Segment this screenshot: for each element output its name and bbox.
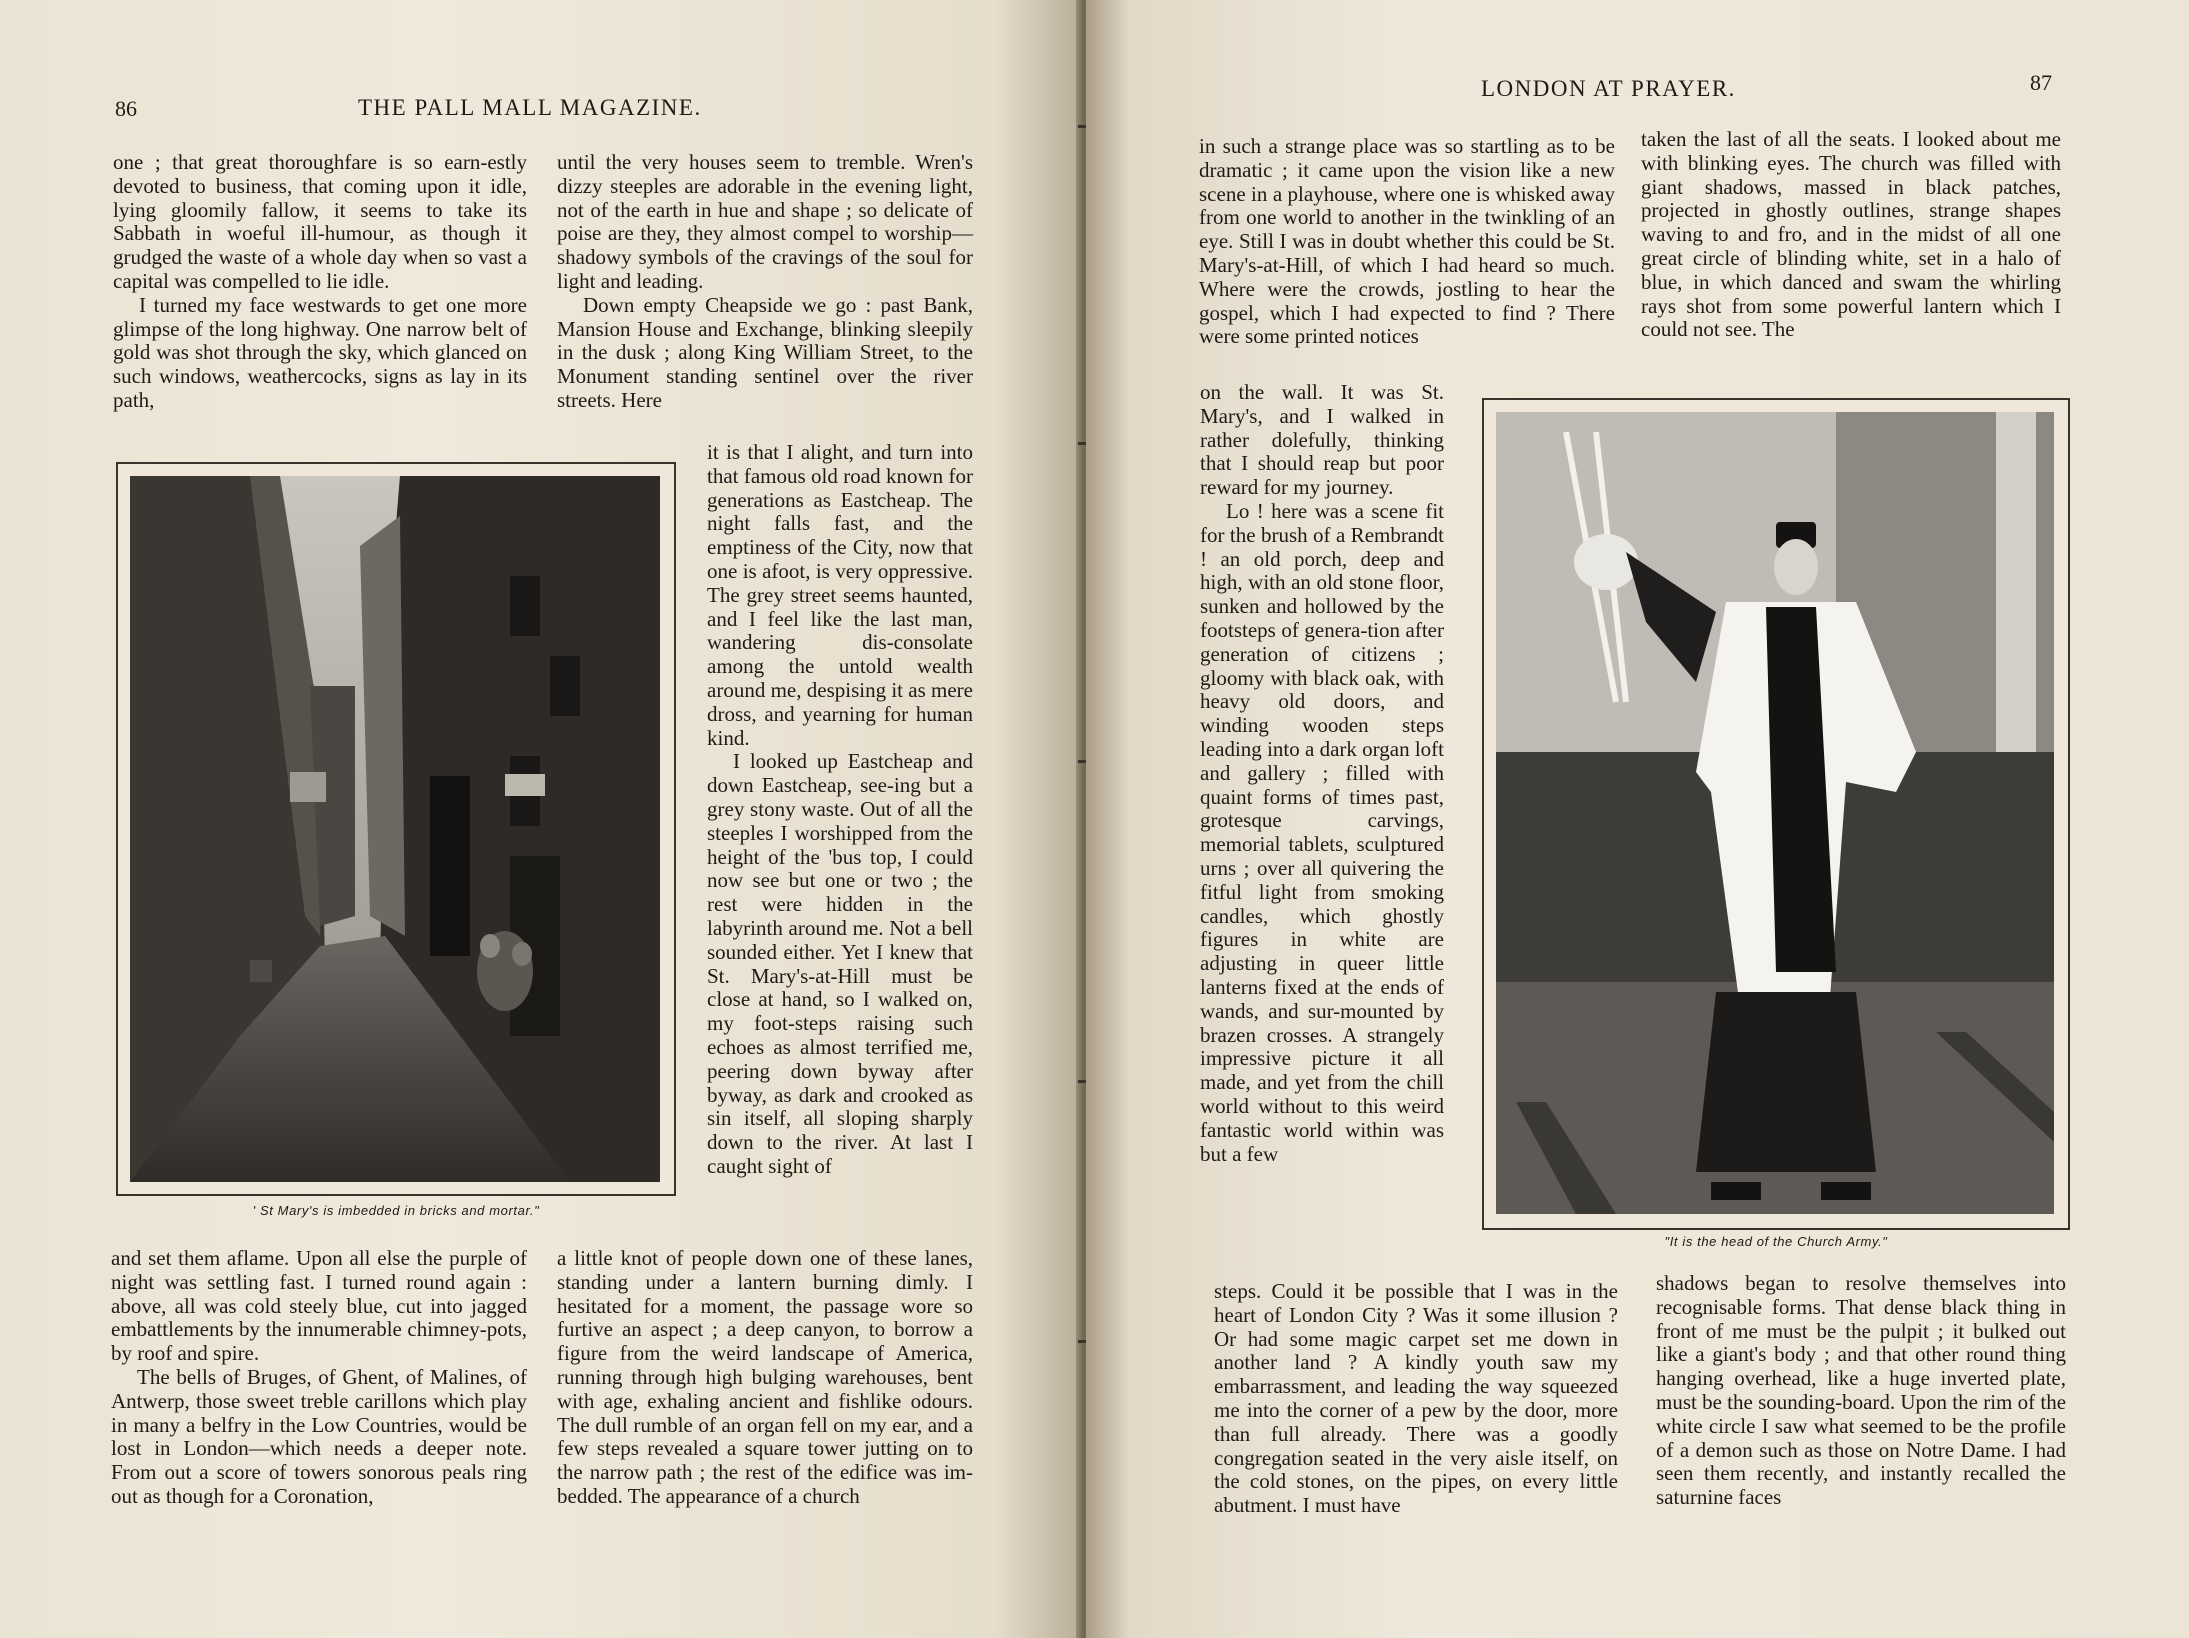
right-page — [1086, 0, 2189, 1638]
left-col1-bottom — [111, 1247, 527, 1509]
left-col2-top — [557, 151, 973, 413]
clergyman-illustration-frame — [1482, 398, 2070, 1230]
alley-photograph — [130, 476, 660, 1182]
left-col2-narrow — [707, 441, 973, 1179]
paragraph: a little knot of people down one of these lanes, standing under a lantern burning dimly. I hesitated for a moment, the passage wore so furtive an aspect ; a deep canyon, to borrow a figure from the weird landscape of America, running through high bulging warehouses, bent with age, exhaling ancient and fishlike odours. The dull rumble of an organ fell on my ear, and a few steps revealed a square tower jutting on to the narrow path ; the rest of the edifice was im-bedded. The appearance of a church — [557, 1246, 973, 1508]
right-col2-top — [1641, 128, 2061, 342]
left-folio: 86 — [115, 96, 137, 121]
clergyman-photograph — [1496, 412, 2054, 1214]
paragraph: Lo ! here was a scene fit for the brush of a Rembrandt ! an old porch, deep and high, with an old stone floor, sunken and hollowed by the footsteps of genera-tion after generation of citizens ; gloomy with black oak, with heavy old doors, and winding wooden steps leading into a dark organ loft and gallery ; filled with quaint forms of times past, grotesque carvings, memorial tablets, sculptured urns ; over all quivering the fitful light from smoking candles, which ghostly figures in white are adjusting in queer little lanterns fixed at the ends of wands, and sur-mounted by brazen crosses. A strangely impressive picture it all made, and yet from the chill world without to this weird fantastic world within was but a few — [1200, 498, 1444, 1166]
paragraph: until the very houses seem to tremble. Wren's dizzy steeples are adorable in the evening light, not of the earth in hue and shape ; so delicate of poise are they, they almost compel to worship—shadowy symbols of the cravings of the soul for light and leading. — [557, 150, 973, 293]
paragraph: steps. Could it be possible that I was in the heart of London City ? Was it some illusion ? Or had some magic carpet set me down in another land ? A kindly youth saw my embarrassment, and leading the way squeezed me into the corner of a pew by the door, more than full already. There was a goodly congregation seated in the very aisle itself, on the cold stones, on the pipes, on every little abutment. I must have — [1214, 1279, 1618, 1518]
right-col1-bottom — [1214, 1280, 1618, 1518]
left-col1-top — [113, 151, 527, 413]
alley-caption: ' St Mary's is imbedded in bricks and mortar." — [252, 1203, 540, 1218]
paragraph: I turned my face westwards to get one more glimpse of the long highway. One narrow belt of gold was shot through the sky, which glanced on such windows, weathercocks, signs as lay in its path, — [113, 292, 527, 412]
paragraph: in such a strange place was so startling as to be dramatic ; it came upon the vision like a new scene in a playhouse, where one is whisked away from one world to another in the twinkling of an eye. Still I was in doubt whether this could be St. Mary's-at-Hill, of which I had heard so much. Where were the crowds, jostling to hear the gospel, which I had expected to find ? There were some printed notices — [1199, 134, 1615, 349]
alley-illustration-frame — [116, 462, 676, 1196]
paragraph: one ; that great thoroughfare is so earn-estly devoted to business, that coming upon it idle, lying gloomily fallow, it seems to take its Sabbath in woeful ill-humour, as though it grudged the waste of a whole day when so vast a capital was compelled to lie idle. — [113, 150, 527, 293]
right-col2-bottom — [1656, 1272, 2066, 1510]
paragraph: and set them aflame. Upon all else the purple of night was settling fast. I turned round again : above, all was cold steely blue, cut into jagged embattlements by the innumerable chimney-pots, by roof and spire. — [111, 1246, 527, 1366]
left-page — [0, 0, 1082, 1638]
paragraph: taken the last of all the seats. I looked about me with blinking eyes. The church was filled with giant shadows, massed in black patches, projected in ghostly outlines, strange shapes waving to and fro, and in the midst of all one great circle of blinding white, set in a halo of blue, in which danced and swam the whirling rays shot from some powerful lantern which I could not see. The — [1641, 127, 2061, 342]
alley-photo-image — [130, 476, 660, 1182]
paragraph: Down empty Cheapside we go : past Bank, Mansion House and Exchange, blinking sleepily in the dusk ; along King William Street, to the Monument standing sentinel over the river streets. Here — [557, 292, 973, 412]
right-running-head: LONDON AT PRAYER. — [1481, 76, 1736, 101]
right-col1-narrow — [1200, 381, 1444, 1166]
left-col2-bottom — [557, 1247, 973, 1509]
right-col1-top — [1199, 135, 1615, 349]
clergyman-caption: "It is the head of the Church Army." — [1664, 1234, 1888, 1249]
left-running-head: THE PALL MALL MAGAZINE. — [358, 95, 702, 120]
paragraph: The bells of Bruges, of Ghent, of Malines, of Antwerp, those sweet treble carillons which play in many a belfry in the Low Countries, would be lost in London—which needs a deeper note. From out a score of towers sonorous peals ring out as though for a Coronation, — [111, 1364, 527, 1508]
paragraph: shadows began to resolve themselves into recognisable forms. That dense black thing in front of me must be the pulpit ; it bulked out like a giant's body ; and that other round thing hanging overhead, like a huge inverted plate, must be the sounding-board. Upon the rim of the white circle I saw what seemed to be the profile of a demon such as those on Notre Dame. I had seen them recently, and instantly recalled the saturnine faces — [1656, 1271, 2067, 1510]
clergyman-photo-image — [1496, 412, 2054, 1214]
paragraph: on the wall. It was St. Mary's, and I walked in rather dolefully, thinking that I should reap but poor reward for my journey. — [1200, 380, 1444, 500]
paragraph: it is that I alight, and turn into that famous old road known for generations as Eastcheap. The night falls fast, and the emptiness of the City, now that one is afoot, is very oppressive. The grey street seems haunted, and I feel like the last man, wandering dis-consolate among the untold wealth around me, despising it as mere dross, and yearning for human kind. — [707, 440, 973, 750]
right-folio: 87 — [2030, 70, 2052, 95]
paragraph: I looked up Eastcheap and down Eastcheap, see-ing but a grey stony waste. Out of all the steeples I worshipped from the height of the 'bus top, I could now see but one or two ; the rest were hidden in the labyrinth around me. Not a bell sounded either. Yet I knew that St. Mary's-at-Hill must be close at hand, so I walked on, my foot-steps raising such echoes as almost terrified me, peering down byway after byway, as dark and crooked as sin itself, all sloping sharply down to the river. At last I caught sight of — [707, 749, 973, 1178]
